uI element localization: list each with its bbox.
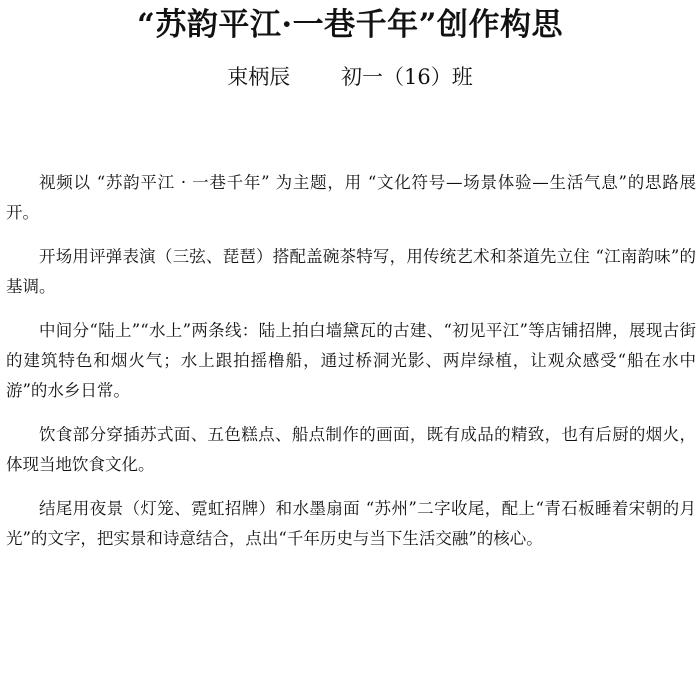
paragraph-ending: 结尾用夜景（灯笼、霓虹招牌）和水墨扇面 “苏州”二字收尾，配上“青石板睡着宋朝的月光”的文字，把实景和诗意结合，点出“千年历史与当下生活交融”的核心。 bbox=[6, 499, 696, 548]
document-title: “苏韵平江·一巷千年”创作构思 bbox=[137, 7, 563, 43]
paragraph-food: 饮食部分穿插苏式面、五色糕点、船点制作的画面，既有成品的精致，也有后厨的烟火，体现当地饮食文化。 bbox=[6, 425, 696, 474]
paragraph-opening: 开场用评弹表演（三弦、琵琶）搭配盖碗茶特写，用传统艺术和茶道先立住 “江南韵味”的基调。 bbox=[6, 247, 696, 296]
byline bbox=[0, 55, 700, 99]
paragraph-intro: 视频以 “苏韵平江 · 一巷千年” 为主题，用 “文化符号—场景体验—生活气息”的思路展开。 bbox=[6, 173, 696, 222]
body-text bbox=[6, 168, 696, 568]
class-name: 初一（16）班 bbox=[340, 65, 473, 89]
author-name: 束柄辰 bbox=[227, 65, 291, 89]
paragraph-middle: 中间分“陆上”“水上”两条线：陆上拍白墙黛瓦的古建、“初见平江”等店铺招牌，展现古街的建筑特色和烟火气；水上跟拍摇橹船，通过桥洞光影、两岸绿植，让观众感受“船在水中游”的水乡日常。 bbox=[6, 321, 696, 400]
